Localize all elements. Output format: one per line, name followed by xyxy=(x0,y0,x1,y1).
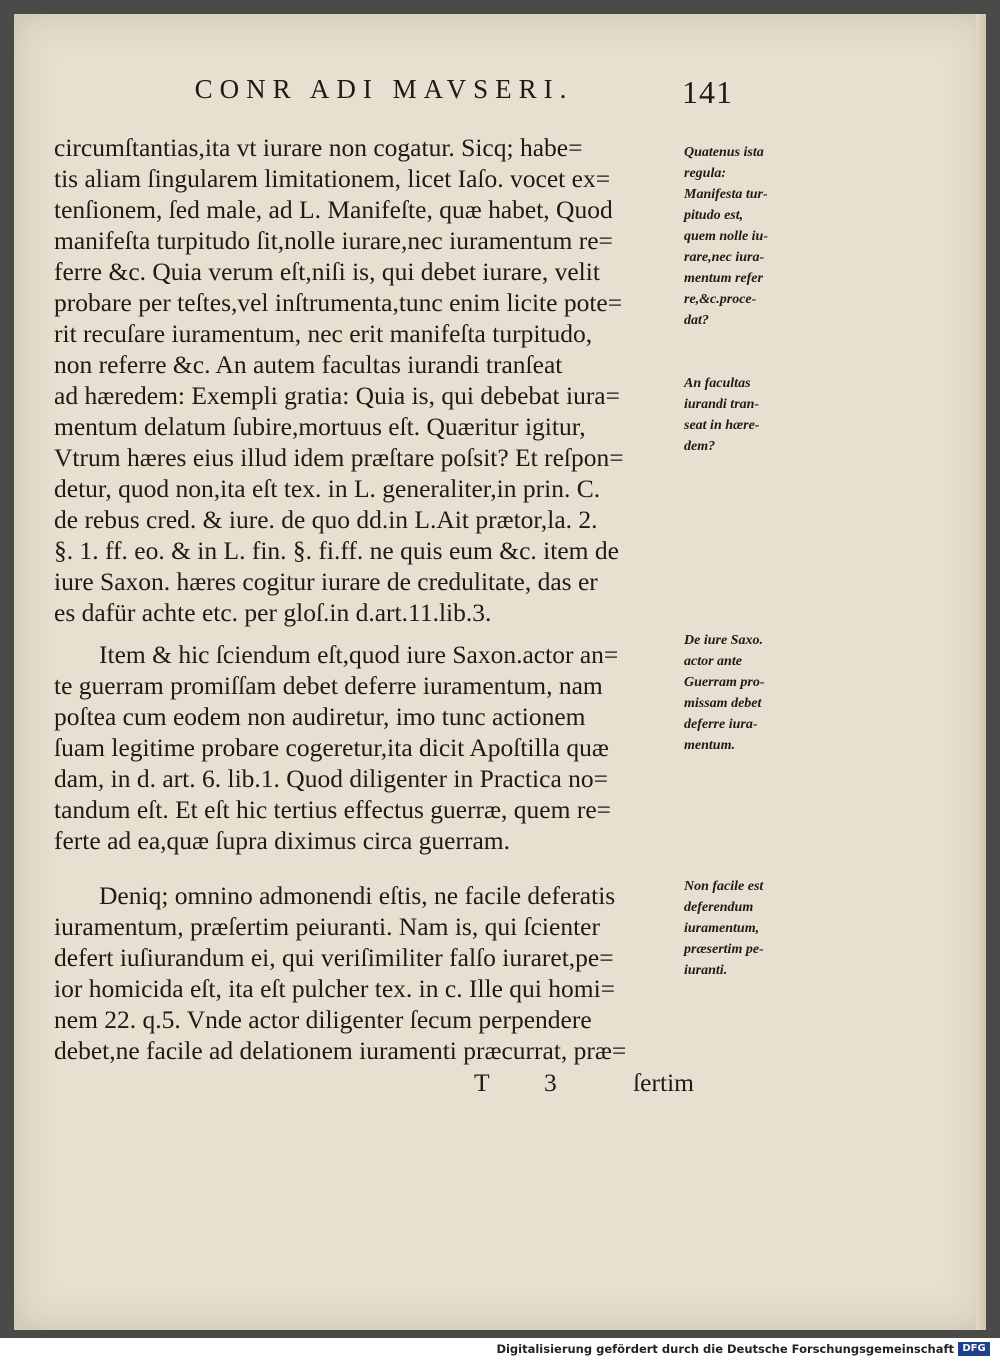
margin-note-line: Manifesta tur- xyxy=(684,187,768,202)
margin-note xyxy=(684,876,834,981)
body-line: dam, in d. art. 6. lib.1. Quod diligenter in Practica no= xyxy=(54,764,609,793)
margin-note-line: Quatenus ista xyxy=(684,145,764,160)
body-line: rit recuſare iuramentum, nec erit manifeſta turpitudo, xyxy=(54,319,593,348)
margin-note-line: dem? xyxy=(684,439,716,454)
body-line: te guerram promiſſam debet deferre iuramentum, nam xyxy=(54,671,603,700)
body-line: ferte ad ea,quæ ſupra diximus circa guerram. xyxy=(54,826,510,855)
body-line: iure Saxon. hæres cogitur iurare de credulitate, das er xyxy=(54,567,598,596)
funding-credit: Digitalisierung gefördert durch die Deutsche Forschungsgemeinschaft xyxy=(496,1342,954,1356)
body-line: tis aliam ſingularem limitationem, licet Iaſo. vocet ex= xyxy=(54,164,611,193)
body-line: non referre &c. An autem facultas iurandi tranſeat xyxy=(54,350,563,379)
margin-note-line: seat in hære- xyxy=(684,418,760,433)
margin-note-line: mentum. xyxy=(684,738,735,753)
margin-note-line: missam debet xyxy=(684,696,762,711)
margin-note xyxy=(684,630,834,756)
body-line: ſuam legitime probare cogeretur,ita dicit Apoſtilla quæ xyxy=(54,733,609,762)
body-line: manifeſta turpitudo ſit,nolle iurare,nec iuramentum re= xyxy=(54,226,613,255)
body-line: ferre &c. Quia verum eſt,niſi is, qui debet iurare, velit xyxy=(54,257,600,286)
margin-note-line: Guerram pro- xyxy=(684,675,765,690)
body-line: de rebus cred. & iure. de quo dd.in L.Ait prætor,la. 2. xyxy=(54,505,598,534)
body-line: es dafür achte etc. per gloſ.in d.art.11.lib.3. xyxy=(54,598,492,627)
body-line: ior homicida eſt, ita eſt pulcher tex. in c. Ille qui homi= xyxy=(54,974,616,1003)
body-line: debet,ne facile ad delationem iuramenti præcurrat, præ= xyxy=(54,1036,627,1065)
margin-note-line: Non facile est xyxy=(684,879,764,894)
margin-note xyxy=(684,373,834,457)
body-line: probare per teſtes,vel inſtrumenta,tunc enim licite pote= xyxy=(54,288,623,317)
margin-note-line: præsertim pe- xyxy=(684,942,764,957)
margin-note-line: iuranti. xyxy=(684,963,728,978)
margin-note-line: deferendum xyxy=(684,900,754,915)
gathering-number: 3 xyxy=(544,1068,557,1097)
body-line: ad hæredem: Exempli gratia: Quia is, qui debebat iura= xyxy=(54,381,621,410)
body-line: Deniq; omnino admonendi eſtis, ne facile deferatis xyxy=(99,881,616,910)
body-line: tandum eſt. Et eſt hic tertius effectus guerræ, quem re= xyxy=(54,795,612,824)
margin-note-line: De iure Saxo. xyxy=(684,633,763,648)
body-line: Vtrum hæres eius illud idem præſtare poſsit? Et reſpon= xyxy=(54,443,624,472)
book-page xyxy=(14,14,986,1330)
margin-note-line: rare,nec iura- xyxy=(684,250,765,265)
body-line: iuramentum, præſertim peiuranti. Nam is, qui ſcienter xyxy=(54,912,600,941)
margin-note-line: dat? xyxy=(684,313,709,328)
body-line: Item & hic ſciendum eſt,quod iure Saxon.actor an= xyxy=(99,640,619,669)
body-line: circumſtantias,ita vt iurare non cogatur. Sicq; habe= xyxy=(54,133,583,162)
body-line: mentum delatum ſubire,mortuus eſt. Quæritur igitur, xyxy=(54,412,586,441)
body-line: §. 1. ff. eo. & in L. fin. §. fi.ff. ne quis eum &c. item de xyxy=(54,536,619,565)
page-edge xyxy=(976,14,986,1330)
body-line: poſtea cum eodem non audiretur, imo tunc actionem xyxy=(54,702,586,731)
body-line: detur, quod non,ita eſt tex. in L. generaliter,in prin. C. xyxy=(54,474,601,503)
body-line: tenſionem, ſed male, ad L. Manifeſte, quæ habet, Quod xyxy=(54,195,613,224)
footer-bar xyxy=(0,1338,1000,1361)
signature-mark: T xyxy=(474,1068,490,1097)
page-number: 141 xyxy=(682,74,733,110)
catchword: ſertim xyxy=(633,1068,694,1097)
body-line: defert iuſiurandum ei, qui veriſimiliter falſo iuraret,pe= xyxy=(54,943,614,972)
body-line: nem 22. q.5. Vnde actor diligenter ſecum perpendere xyxy=(54,1005,592,1034)
margin-note xyxy=(684,142,834,331)
margin-note-line: re,&c.proce- xyxy=(684,292,757,307)
running-title: CONR ADI MAVSERI. xyxy=(194,74,574,104)
margin-note-line: actor ante xyxy=(684,654,742,669)
margin-note-line: deferre iura- xyxy=(684,717,758,732)
margin-note-line: iurandi tran- xyxy=(684,397,760,412)
margin-note-line: pitudo est, xyxy=(684,208,744,223)
margin-note-line: regula: xyxy=(684,166,726,181)
dfg-logo-icon: DFG xyxy=(958,1342,990,1356)
margin-note-line: iuramentum, xyxy=(684,921,760,936)
margin-note-line: An facultas xyxy=(684,376,751,391)
margin-note-line: quem nolle iu- xyxy=(684,229,769,244)
margin-note-line: mentum refer xyxy=(684,271,763,286)
